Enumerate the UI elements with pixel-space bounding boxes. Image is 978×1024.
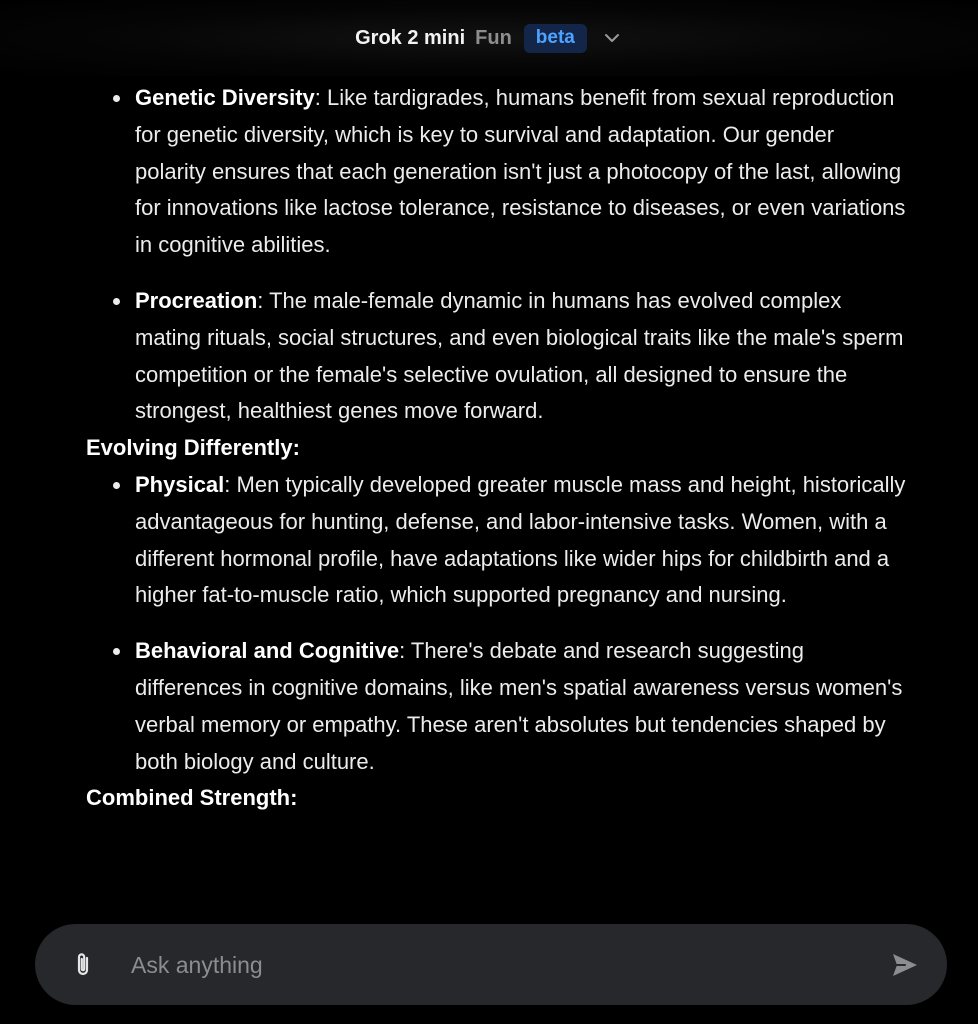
beta-badge: beta: [524, 24, 587, 53]
chevron-down-icon[interactable]: [601, 27, 623, 49]
section-heading-combined: Combined Strength:: [86, 785, 298, 811]
prompt-input[interactable]: [129, 944, 853, 986]
chat-header: [0, 0, 978, 76]
mode-name[interactable]: Fun: [475, 26, 512, 49]
paperclip-icon[interactable]: [69, 950, 99, 980]
bullet-list-evolving: [86, 467, 906, 780]
section-heading-evolving: Evolving Differently:: [86, 435, 300, 461]
list-item-term: Genetic Diversity: [135, 85, 315, 110]
list-item-text: : Men typically developed greater muscle mass and height, historically advantageous for hunting, defense, and labor-intensive tasks. Women, with a different hormonal profile, have adaptations like wider hips for childbirth and a higher fat-to-muscle ratio, which supported pregnancy and nursing.: [135, 471, 906, 608]
list-item: [135, 633, 906, 780]
list-item-term: Procreation: [135, 287, 258, 313]
chat-composer: [35, 924, 947, 1005]
list-item: [135, 283, 906, 430]
list-item-text: : There's debate and research suggesting differences in cognitive domains, like men's spatial awareness versus women's verbal memory or empathy. These aren't absolutes but tendencies shaped by both biology and culture.: [135, 638, 903, 774]
list-item: [135, 80, 906, 264]
list-item-text: : The male-female dynamic in humans has evolved complex mating rituals, social structures, and even biological traits like the male's sperm competition or the female's selective ovulation, all designed to ensure the strongest, healthiest genes move forward.: [135, 287, 904, 424]
assistant-message: [86, 80, 906, 817]
list-item-term: Physical: [135, 471, 225, 497]
bullet-list-genetics: [86, 80, 906, 430]
list-item-term: Behavioral and Cognitive: [135, 638, 400, 664]
send-icon[interactable]: [889, 949, 921, 981]
list-item-text: : Like tardigrades, humans benefit from sexual reproduction for genetic diversity, which is key to survival and adaptation. Our gender polarity ensures that each generation isn't just a photocopy of the last, allowing for innovations like lactose tolerance, resistance to diseases, or even variations in cognitive abilities.: [135, 85, 906, 258]
model-name[interactable]: Grok 2 mini: [355, 26, 466, 49]
list-item: [135, 467, 906, 614]
